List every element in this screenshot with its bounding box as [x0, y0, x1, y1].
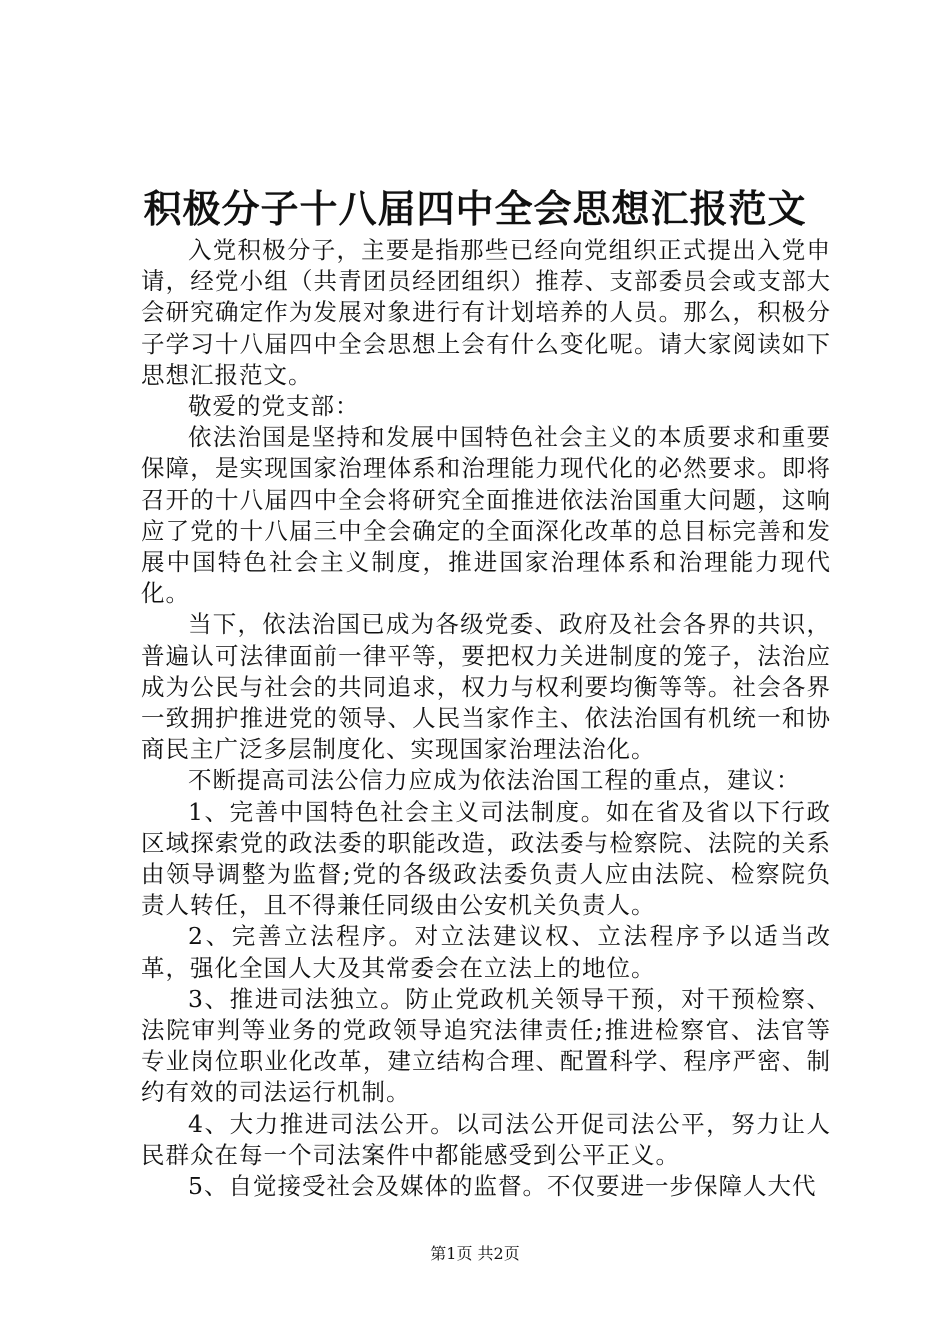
paragraph-suggestions-intro: 不断提高司法公信力应成为依法治国工程的重点，建议： [188, 766, 801, 795]
paragraph-consensus: 当下，依法治国已成为各级党委、政府及社会各界的共识，普遍认可法律面前一律平等，要把权力关进制度的笼子，法治应成为公民与社会的共同追求，权力与权利要均衡等等。社会各界一致拥护推进党的领导、人民当家作主、依法治国有机统一和协商民主广泛多层制度化、实现国家治理法治化。 [141, 610, 831, 764]
paragraph-rule-of-law: 依法治国是坚持和发展中国特色社会主义的本质要求和重要保障，是实现国家治理体系和治理能力现代化的必然要求。即将召开的十八届四中全会将研究全面推进依法治国重大问题，这响应了党的十八届三中全会确定的全面深化改革的总目标完善和发展中国特色社会主义制度，推进国家治理体系和治理能力现代化。 [141, 423, 831, 608]
page-number: 第1页 共2页 [430, 1244, 520, 1263]
paragraph-suggestion-3: 3、推进司法独立。防止党政机关领导干预，对干预检察、法院审判等业务的党政领导追究法律责任;推进检察官、法官等专业岗位职业化改革，建立结构合理、配置科学、程序严密、制约有效的司法运行机制。 [141, 984, 831, 1107]
paragraph-suggestion-2: 2、完善立法程序。对立法建议权、立法程序予以适当改革，强化全国人大及其常委会在立法上的地位。 [141, 922, 831, 982]
paragraph-salutation: 敬爱的党支部： [188, 392, 360, 421]
paragraph-suggestion-4: 4、大力推进司法公开。以司法公开促司法公平，努力让人民群众在每一个司法案件中都能感受到公平正义。 [141, 1109, 831, 1169]
document-title: 积极分子十八届四中全会思想汇报范文 [143, 186, 807, 231]
document-body [141, 235, 831, 1202]
paragraph-suggestion-1: 1、完善中国特色社会主义司法制度。如在省及省以下行政区域探索党的政法委的职能改造，政法委与检察院、法院的关系由领导调整为监督;党的各级政法委负责人应由法院、检察院负责人转任，且不得兼任同级由公安机关负责人。 [141, 797, 831, 920]
paragraph-intro: 入党积极分子，主要是指那些已经向党组织正式提出入党申请，经党小组（共青团员经团组织）推荐、支部委员会或支部大会研究确定作为发展对象进行有计划培养的人员。那么，积极分子学习十八届四中全会思想上会有什么变化呢。请大家阅读如下思想汇报范文。 [141, 236, 831, 389]
paragraph-suggestion-5: 5、自觉接受社会及媒体的监督。不仅要进一步保障人大代 [188, 1172, 817, 1201]
